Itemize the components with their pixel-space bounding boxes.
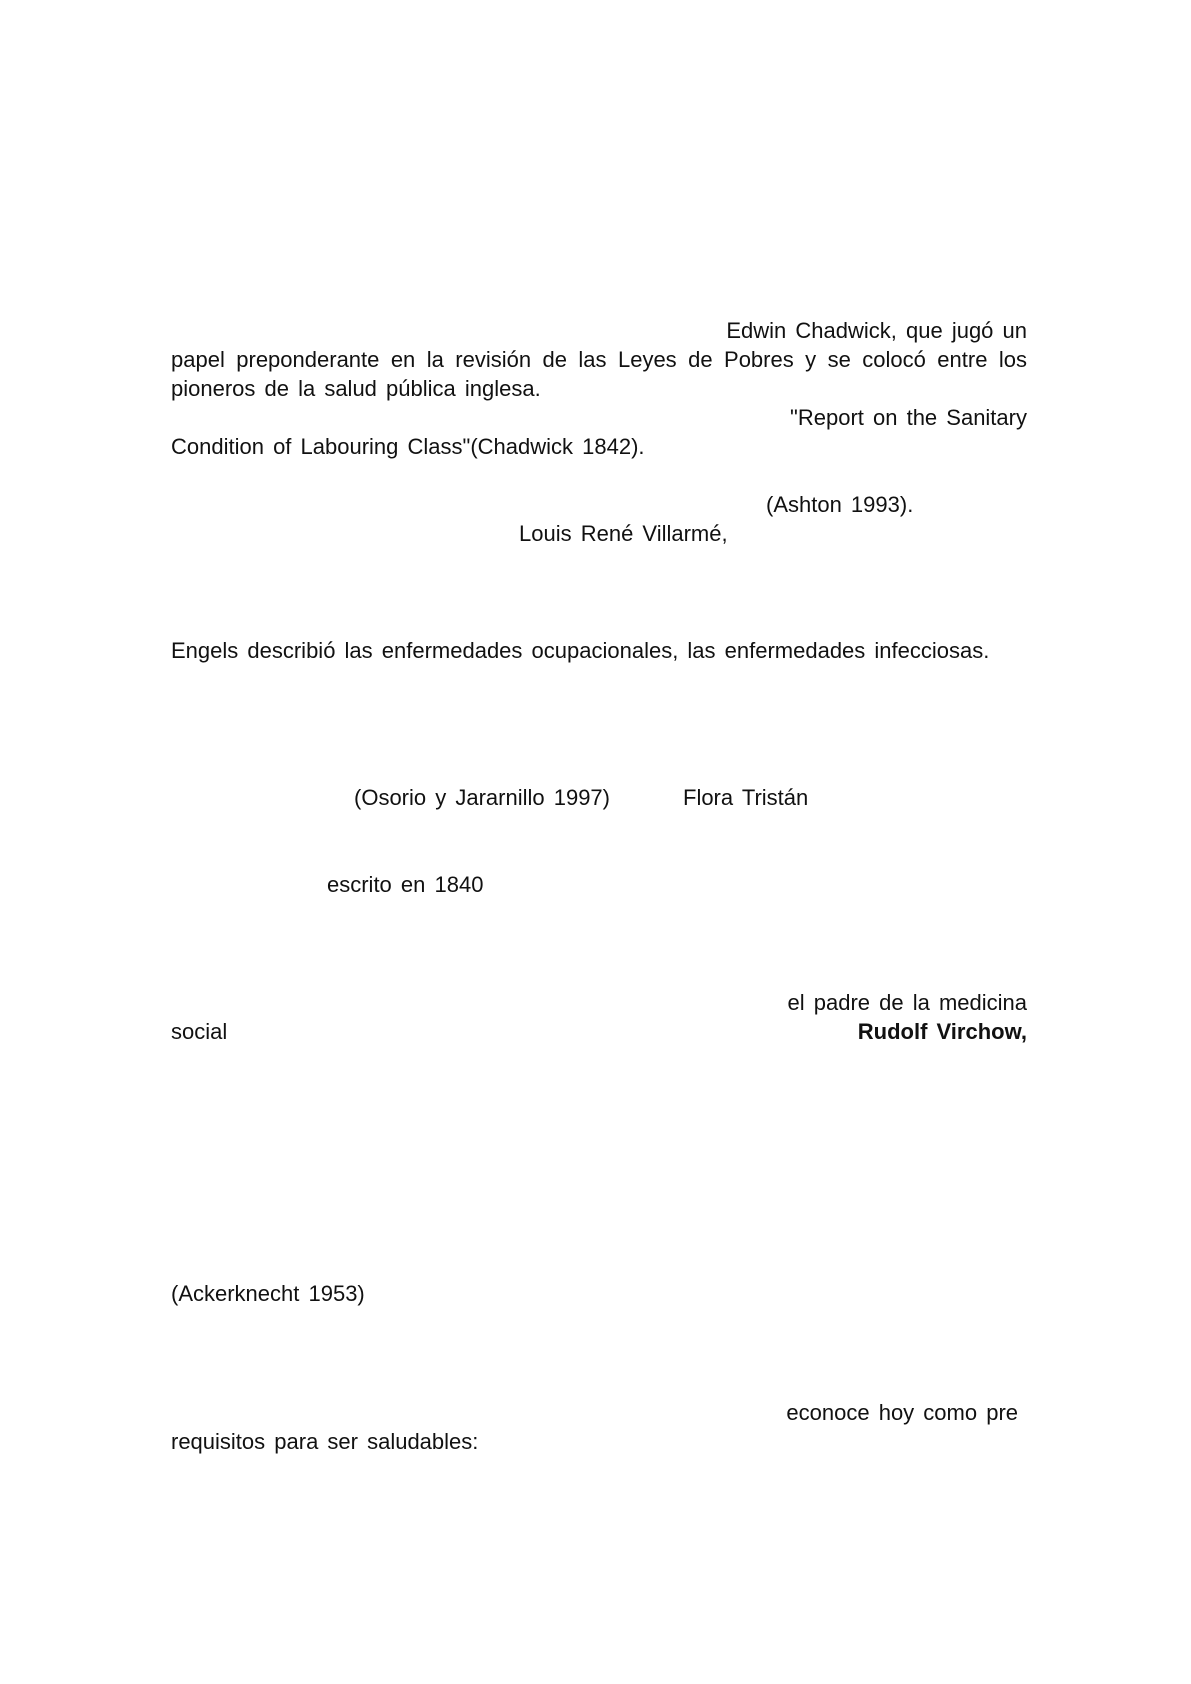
- text-line-econoce: econoce hoy como pre: [786, 1400, 1018, 1425]
- text-line-leyes-de-pobres: papel preponderante en la revisión de las Leyes de Pobres y se colocó entre los: [171, 347, 1027, 372]
- text-line-flora-tristan: Flora Tristán: [683, 785, 809, 810]
- text-line-social: social: [171, 1019, 228, 1044]
- text-line-requisitos: requisitos para ser saludables:: [171, 1429, 479, 1454]
- text-line-escrito-1840: escrito en 1840: [327, 872, 484, 897]
- text-line-report-title: "Report on the Sanitary: [790, 405, 1027, 430]
- text-line-pioneros: pioneros de la salud pública inglesa.: [171, 376, 541, 401]
- citation-ackerknecht: (Ackerknecht 1953): [171, 1281, 365, 1306]
- text-line-engels: Engels describió las enfermedades ocupacionales, las enfermedades infecciosas.: [171, 638, 990, 663]
- text-line-padre-medicina: el padre de la medicina: [787, 990, 1027, 1015]
- citation-osorio: (Osorio y Jararnillo 1997): [354, 785, 610, 810]
- citation-ashton: (Ashton 1993).: [766, 492, 914, 517]
- text-line-villarme: Louis René Villarmé,: [519, 521, 728, 546]
- text-line-rudolf-virchow: Rudolf Virchow,: [857, 1019, 1027, 1044]
- text-line-chadwick-citation: Condition of Labouring Class"(Chadwick 1842).: [171, 434, 645, 459]
- text-line-edwin-chadwick: Edwin Chadwick, que jugó un: [726, 318, 1027, 343]
